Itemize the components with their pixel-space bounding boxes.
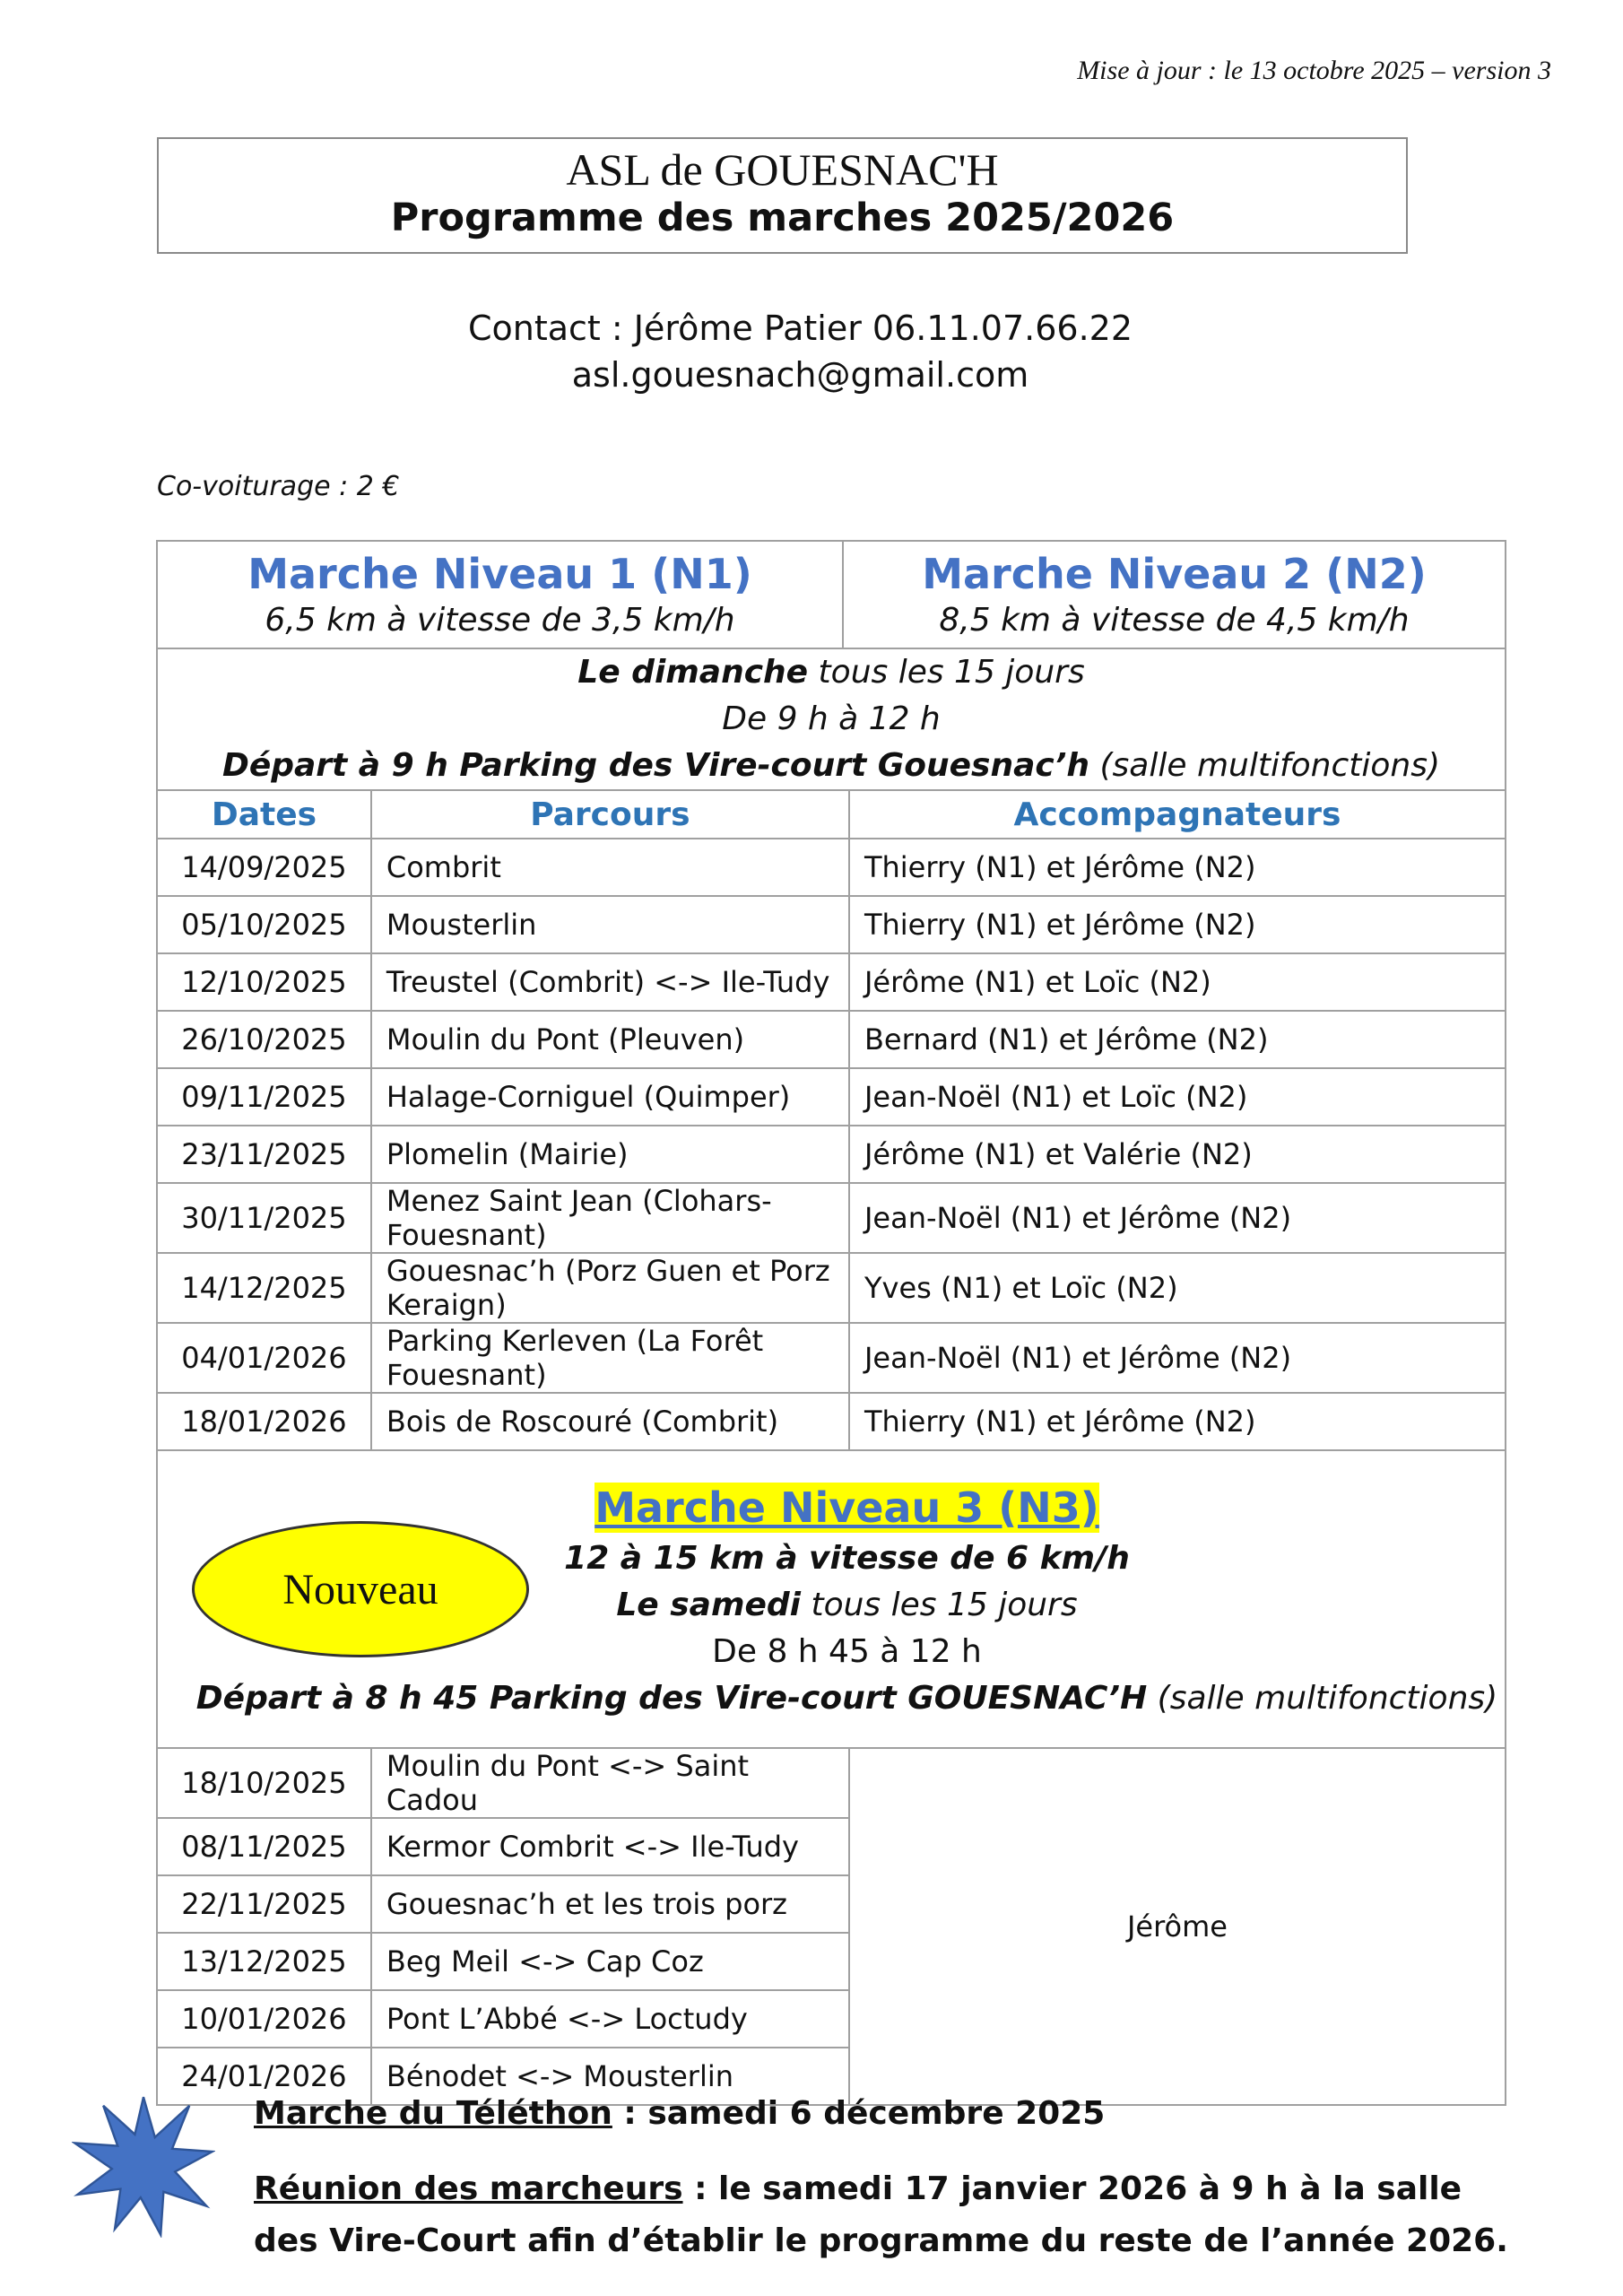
row-route: Moulin du Pont (Pleuven)	[371, 1011, 849, 1068]
row-date: 18/10/2025	[157, 1748, 371, 1818]
saturday-departure-note: (salle multifonctions)	[1147, 1679, 1498, 1717]
nouveau-badge: Nouveau	[192, 1521, 529, 1657]
level3-row	[157, 1450, 1506, 1748]
row-date: 14/12/2025	[157, 1253, 371, 1323]
program-title: Programme des marches 2025/2026	[390, 195, 1175, 240]
row-guides: Bernard (N1) et Jérôme (N2)	[849, 1011, 1506, 1068]
row-date: 12/10/2025	[157, 953, 371, 1011]
row-route: Bois de Roscouré (Combrit)	[371, 1393, 849, 1450]
reunion-announcement	[254, 2163, 1509, 2267]
row-route: Combrit	[371, 839, 849, 896]
row-route: Gouesnac’h et les trois porz	[371, 1875, 849, 1933]
level3-title: Marche Niveau 3 (N3)	[595, 1483, 1099, 1532]
telethon-announcement	[254, 2088, 1509, 2140]
row-route: Beg Meil <-> Cap Coz	[371, 1933, 849, 1990]
table-row	[157, 1126, 1506, 1183]
row-date: 09/11/2025	[157, 1068, 371, 1126]
contact-email[interactable]: asl.gouesnach@gmail.com	[571, 355, 1029, 395]
star-burst-icon	[72, 2094, 215, 2238]
row-route: Kermor Combrit <-> Ile-Tudy	[371, 1818, 849, 1875]
sunday-info	[157, 648, 1506, 790]
level-header-row	[157, 541, 1506, 648]
saturday-frequency-text: tous les 15 jours	[801, 1586, 1078, 1623]
col-parcours: Parcours	[371, 790, 849, 839]
row-guides: Yves (N1) et Loïc (N2)	[849, 1253, 1506, 1323]
row-date: 30/11/2025	[157, 1183, 371, 1253]
row-guides: Thierry (N1) et Jérôme (N2)	[849, 1393, 1506, 1450]
row-route: Moulin du Pont <-> Saint Cadou	[371, 1748, 849, 1818]
sunday-day: Le dimanche	[577, 654, 809, 691]
row-route: Mousterlin	[371, 896, 849, 953]
level1-subtitle: 6,5 km à vitesse de 3,5 km/h	[265, 602, 735, 639]
saturday-day: Le samedi	[616, 1586, 802, 1623]
row-guides: Jérôme (N1) et Loïc (N2)	[849, 953, 1506, 1011]
level2-title: Marche Niveau 2 (N2)	[922, 550, 1427, 598]
table-row	[157, 1393, 1506, 1450]
level3-distance: 12 à 15 km à vitesse de 6 km/h	[564, 1539, 1130, 1577]
row-guides: Jean-Noël (N1) et Jérôme (N2)	[849, 1183, 1506, 1253]
row-route: Treustel (Combrit) <-> Ile-Tudy	[371, 953, 849, 1011]
row-route: Pont L’Abbé <-> Loctudy	[371, 1990, 849, 2048]
row-route: Plomelin (Mairie)	[371, 1126, 849, 1183]
column-header-row	[157, 790, 1506, 839]
row-date: 08/11/2025	[157, 1818, 371, 1875]
row-route: Gouesnac’h (Porz Guen et Porz Keraign)	[371, 1253, 849, 1323]
row-guides: Jean-Noël (N1) et Loïc (N2)	[849, 1068, 1506, 1126]
col-dates: Dates	[157, 790, 371, 839]
sunday-frequency	[158, 649, 1505, 696]
row-date: 13/12/2025	[157, 1933, 371, 1990]
level3-section	[157, 1450, 1506, 1748]
row-route: Halage-Corniguel (Quimper)	[371, 1068, 849, 1126]
level1-header	[157, 541, 843, 648]
row-guides: Jean-Noël (N1) et Jérôme (N2)	[849, 1323, 1506, 1393]
sunday-frequency-text: tous les 15 jours	[808, 654, 1085, 691]
table-row	[157, 1253, 1506, 1323]
table-row	[157, 1183, 1506, 1253]
col-guides: Accompagnateurs	[849, 790, 1506, 839]
sunday-departure	[158, 743, 1505, 789]
reunion-label: Réunion des marcheurs	[254, 2170, 683, 2207]
row-guides: Thierry (N1) et Jérôme (N2)	[849, 839, 1506, 896]
sunday-hours: De 9 h à 12 h	[722, 700, 941, 737]
saturday-departure	[189, 1675, 1505, 1722]
table-row	[157, 953, 1506, 1011]
telethon-text: : samedi 6 décembre 2025	[612, 2095, 1106, 2132]
level1-title: Marche Niveau 1 (N1)	[247, 550, 752, 598]
club-name: ASL de GOUESNAC'H	[566, 144, 999, 195]
contact-block	[0, 305, 1601, 398]
row-date: 10/01/2026	[157, 1990, 371, 2048]
sunday-departure-note: (salle multifonctions)	[1089, 747, 1441, 784]
row-route: Menez Saint Jean (Clohars-Fouesnant)	[371, 1183, 849, 1253]
table-row	[157, 839, 1506, 896]
table-row	[157, 1068, 1506, 1126]
sunday-departure-place: Départ à 9 h Parking des Vire-court Gouesnac’h	[221, 747, 1090, 784]
table-row	[157, 1011, 1506, 1068]
row-date: 22/11/2025	[157, 1875, 371, 1933]
row-date: 18/01/2026	[157, 1393, 371, 1450]
table-row	[157, 1748, 1506, 1818]
schedule-table	[156, 540, 1506, 2106]
covoiturage-note: Co-voiturage : 2 €	[157, 471, 400, 502]
row-route: Parking Kerleven (La Forêt Fouesnant)	[371, 1323, 849, 1393]
row-date: 23/11/2025	[157, 1126, 371, 1183]
contact-line: Contact : Jérôme Patier 06.11.07.66.22	[467, 309, 1133, 348]
sunday-info-row	[157, 648, 1506, 790]
row-date: 14/09/2025	[157, 839, 371, 896]
level2-header	[843, 541, 1506, 648]
saturday-hours: De 8 h 45 à 12 h	[712, 1632, 982, 1670]
title-box	[157, 137, 1408, 254]
telethon-label: Marche du Téléthon	[254, 2095, 612, 2132]
row-guides: Thierry (N1) et Jérôme (N2)	[849, 896, 1506, 953]
level2-subtitle: 8,5 km à vitesse de 4,5 km/h	[939, 602, 1410, 639]
row-route: Bénodet <-> Mousterlin	[371, 2048, 849, 2105]
row-date: 24/01/2026	[157, 2048, 371, 2105]
table-row	[157, 896, 1506, 953]
row-date: 26/10/2025	[157, 1011, 371, 1068]
row-date: 04/01/2026	[157, 1323, 371, 1393]
row-date: 05/10/2025	[157, 896, 371, 953]
level3-guide: Jérôme	[849, 1748, 1506, 2105]
reunion-text: : le samedi 17 janvier 2026 à 9 h à la salle des Vire-Court afin d’établir le programme du reste de l’année 2026.	[254, 2170, 1508, 2259]
row-guides: Jérôme (N1) et Valérie (N2)	[849, 1126, 1506, 1183]
table-row	[157, 1323, 1506, 1393]
saturday-departure-place: Départ à 8 h 45 Parking des Vire-court GOUESNAC’H	[195, 1679, 1148, 1717]
update-note: Mise à jour : le 13 octobre 2025 – version 3	[1077, 56, 1551, 85]
announcements	[254, 2088, 1509, 2267]
